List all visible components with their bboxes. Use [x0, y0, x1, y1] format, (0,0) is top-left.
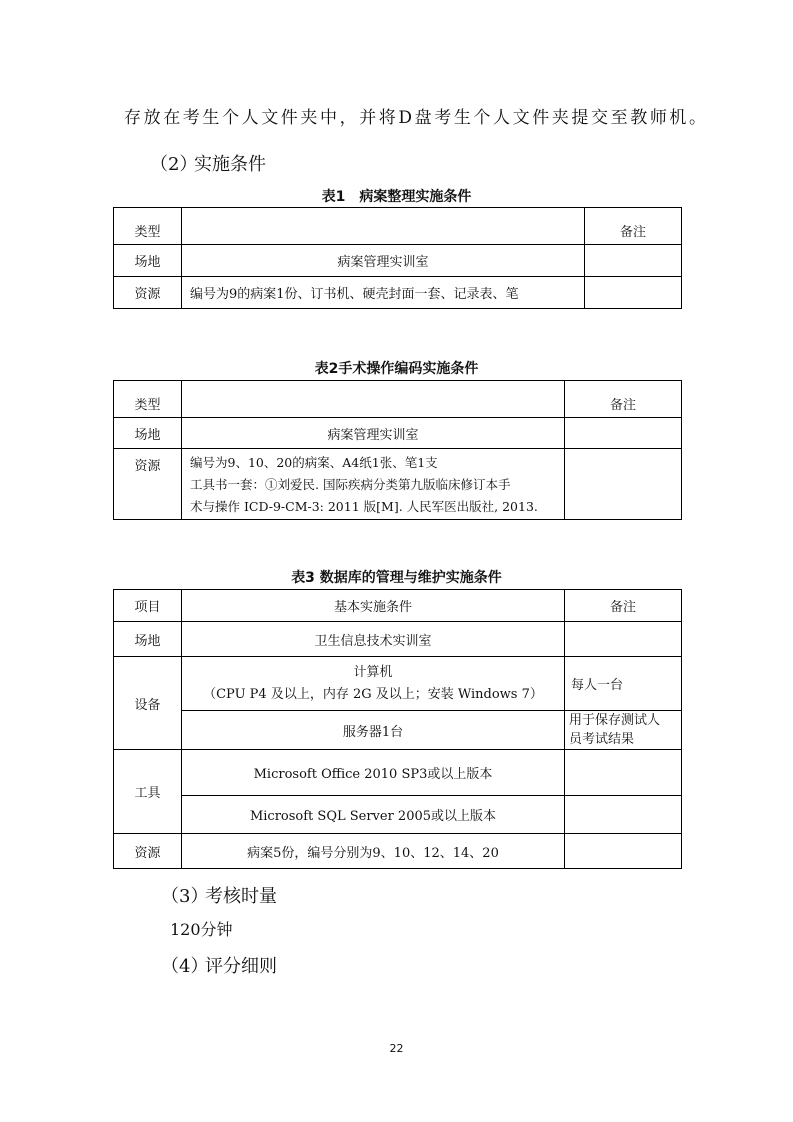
sql-note: [565, 796, 682, 834]
row-type: 场地: [114, 245, 182, 277]
duration-text: 120分钟: [170, 920, 233, 939]
server-note-line: 员考试结果: [569, 732, 635, 747]
server-content: 服务器1台: [182, 711, 565, 750]
intro-paragraph: 存放在考生个人文件夹中，并将D盘考生个人文件夹提交至教师机。: [124, 108, 709, 128]
table3-header-note: 备注: [565, 590, 682, 622]
table2-header-note: 备注: [565, 381, 682, 418]
server-note-line: 用于保存测试人: [569, 713, 661, 728]
row-type: 资源: [114, 449, 182, 520]
table-row: [114, 657, 682, 711]
row-content: [182, 449, 565, 520]
row-type: 场地: [114, 418, 182, 449]
table1-header-row: [114, 208, 682, 245]
table1-header-content: [182, 208, 585, 245]
resource-note: [565, 834, 682, 869]
table1-caption: 表1 病案整理实施条件: [321, 189, 472, 205]
table-row: [114, 449, 682, 520]
table2-header-type: 类型: [114, 381, 182, 418]
equipment-label: 设备: [114, 657, 182, 750]
row-note: [585, 245, 682, 277]
resource-content: 病案5份，编号分别为9、10、12、14、20: [182, 834, 565, 869]
office-content: Microsoft Office 2010 SP3或以上版本: [182, 750, 565, 796]
table3-header-conditions: 基本实施条件: [182, 590, 565, 622]
table3: [113, 589, 682, 869]
table-row: [114, 418, 682, 449]
section-number: （3）: [161, 886, 209, 907]
content-line: 工具书一套：①刘爱民. 国际疾病分类第九版临床修订本手: [190, 477, 511, 492]
table-row: [114, 796, 682, 834]
section-title: 实施条件: [194, 154, 266, 175]
table2-header-content: [182, 381, 565, 418]
row-note: [585, 277, 682, 309]
table2-caption: 表2手术操作编码实施条件: [314, 361, 479, 377]
resource-label: 资源: [114, 834, 182, 869]
content-line: 术与操作 ICD-9-CM-3: 2011 版[M]. 人民军医出版社, 2013.: [190, 499, 538, 514]
row-content: 病案管理实训室: [182, 418, 565, 449]
table-row: [114, 834, 682, 869]
section-heading-4: [161, 952, 277, 978]
table2-header-row: [114, 381, 682, 418]
office-note: [565, 750, 682, 796]
table-row: [114, 711, 682, 750]
sql-content: Microsoft SQL Server 2005或以上版本: [182, 796, 565, 834]
table-row: [114, 750, 682, 796]
content-line: 编号为9、10、20的病案、A4纸1张、笔1支: [190, 455, 438, 470]
row-content: 病案管理实训室: [182, 245, 585, 277]
section-heading-2: [150, 150, 266, 176]
computer-spec: （CPU P4 及以上，内存 2G 及以上；安装 Windows 7）: [203, 686, 543, 702]
site-label: 场地: [114, 622, 182, 657]
section-number: （2）: [150, 154, 198, 175]
table1-header-type: 类型: [114, 208, 182, 245]
table3-header-item: 项目: [114, 590, 182, 622]
site-note: [565, 622, 682, 657]
tools-label: 工具: [114, 750, 182, 834]
row-type: 资源: [114, 277, 182, 309]
row-note: [565, 418, 682, 449]
section-heading-3: [161, 882, 277, 908]
table2: [113, 380, 682, 520]
section-title: 评分细则: [205, 956, 277, 977]
table1-header-note: 备注: [585, 208, 682, 245]
table3-caption: 表3 数据库的管理与维护实施条件: [291, 570, 502, 586]
row-content: 编号为9的病案1份、订书机、硬壳封面一套、记录表、笔: [182, 277, 585, 309]
server-note: [565, 711, 682, 750]
table3-header-row: [114, 590, 682, 622]
table-row: [114, 622, 682, 657]
site-content: 卫生信息技术实训室: [182, 622, 565, 657]
table1: [113, 207, 682, 309]
computer-cell: [182, 657, 565, 711]
section-number: （4）: [161, 956, 209, 977]
page-number: 22: [389, 1042, 404, 1055]
section-title: 考核时量: [205, 886, 277, 907]
row-note: [565, 449, 682, 520]
computer-note: 每人一台: [565, 657, 682, 711]
table-row: [114, 245, 682, 277]
computer-name: 计算机: [353, 664, 393, 680]
table-row: [114, 277, 682, 309]
